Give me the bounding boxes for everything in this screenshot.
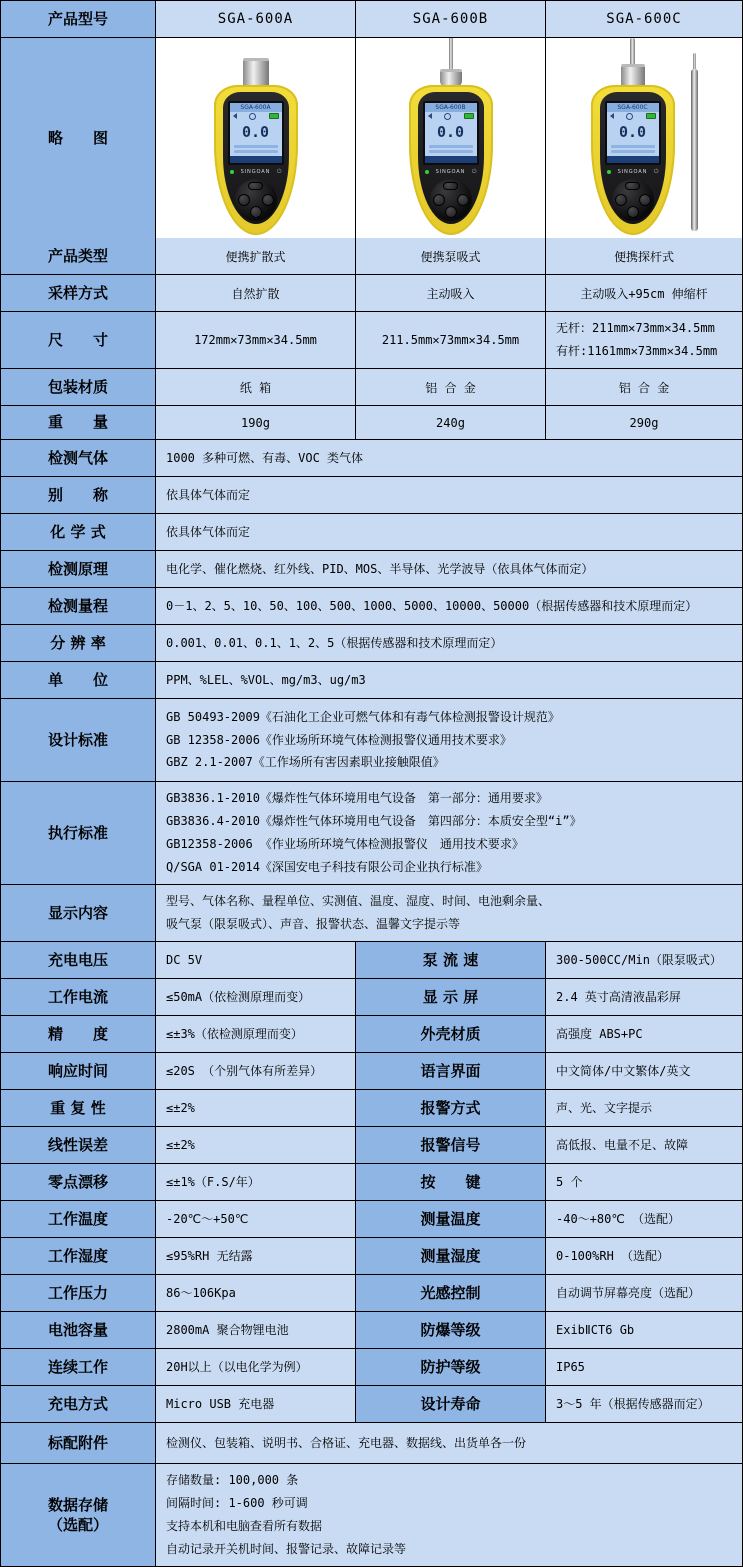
- label-line: 标配附件: [47, 1433, 108, 1452]
- lcd-reading: 0.0: [436, 123, 465, 141]
- spec-value: [155, 782, 742, 884]
- spec-value: 1000 多种可燃、有毒、VOC 类气体: [155, 440, 742, 476]
- gas-detector: [591, 38, 675, 235]
- table-row: [1, 439, 742, 476]
- spec-value: 2800mA 聚合物锂电池: [155, 1312, 355, 1348]
- spec-label: 工作湿度: [1, 1238, 155, 1274]
- table-row: [1, 513, 742, 550]
- spec-label: 防爆等级: [355, 1312, 545, 1348]
- table-row: [1, 1015, 742, 1052]
- enter-button: [445, 206, 457, 218]
- lcd-reading: 0.0: [241, 123, 270, 141]
- fan-icon: [249, 113, 256, 120]
- spec-label: 零点漂移: [1, 1164, 155, 1200]
- right-button: [262, 194, 274, 206]
- lcd-info-line: [611, 150, 655, 153]
- fan-icon: [444, 113, 451, 120]
- table-row: [1, 476, 742, 513]
- lcd-screen: [605, 101, 661, 165]
- power-icon: ⏻: [653, 167, 659, 175]
- probe-rod: [449, 38, 453, 69]
- lcd-time-bar: [425, 156, 477, 163]
- spec-label: 测量湿度: [355, 1238, 545, 1274]
- spec-value: 自动调节屏幕亮度（选配）: [545, 1275, 742, 1311]
- spec-value: 检测仪、包装箱、说明书、合格证、充电器、数据线、出货单各一份: [155, 1423, 742, 1463]
- control-pad: [235, 179, 277, 221]
- table-row: [1, 1348, 742, 1385]
- spec-value: -40～+80℃ （选配）: [545, 1201, 742, 1237]
- table-row: [1, 1163, 742, 1200]
- spec-label: 分 辨 率: [1, 625, 155, 661]
- control-pad: [612, 179, 654, 221]
- lcd-info-line: [429, 145, 473, 148]
- spec-value: 0.001、0.01、0.1、1、2、5（根据传感器和技术原理而定）: [155, 625, 742, 661]
- spec-value: ≤±1%（F.S/年）: [155, 1164, 355, 1200]
- spec-value: ≤±2%: [155, 1090, 355, 1126]
- spec-label: 显示内容: [1, 885, 155, 941]
- menu-button: [443, 182, 458, 190]
- device-body: [214, 85, 298, 235]
- device-illustration: [214, 41, 298, 235]
- spec-value: [155, 1464, 742, 1566]
- spec-value: 便携泵吸式: [355, 238, 545, 274]
- spec-label: [1, 1464, 155, 1566]
- spec-label: 报警信号: [355, 1127, 545, 1163]
- lcd-info-line: [611, 145, 655, 148]
- spec-value: 电化学、催化燃烧、红外线、PID、MOS、半导体、光学波导（依具体气体而定）: [155, 551, 742, 587]
- spec-label: 检测原理: [1, 551, 155, 587]
- lcd-screen: [228, 101, 284, 165]
- table-row: [1, 311, 742, 368]
- text-line: Q/SGA 01-2014《深国安电子科技有限公司企业执行标准》: [166, 859, 488, 874]
- sketch-label: 略 图: [1, 38, 155, 238]
- lcd-status-icons: [607, 112, 659, 120]
- table-row: [1, 1237, 742, 1274]
- spec-label: 光感控制: [355, 1275, 545, 1311]
- spec-label: 检测气体: [1, 440, 155, 476]
- table-row: [1, 1311, 742, 1348]
- spec-value: ≤20S （个别气体有所差异）: [155, 1053, 355, 1089]
- spec-value: 0-100%RH （选配）: [545, 1238, 742, 1274]
- header-label: 产品型号: [1, 1, 155, 37]
- table-row: [1, 661, 742, 698]
- lcd-info-line: [234, 150, 278, 153]
- control-pad: [430, 179, 472, 221]
- spec-label: 设计寿命: [355, 1386, 545, 1422]
- device-illustration: [409, 41, 493, 235]
- sketch-row: [1, 37, 742, 238]
- battery-icon: [646, 113, 656, 119]
- sensor-cap: [243, 58, 269, 87]
- power-icon: ⏻: [471, 167, 477, 175]
- lcd-info-line: [234, 145, 278, 148]
- table-row: [1, 941, 742, 978]
- spec-value: 高低报、电量不足、故障: [545, 1127, 742, 1163]
- enter-button: [627, 206, 639, 218]
- spec-label: 测量温度: [355, 1201, 545, 1237]
- spec-label: 外壳材质: [355, 1016, 545, 1052]
- spec-label: 采样方式: [1, 275, 155, 311]
- gas-detector: [214, 58, 298, 235]
- spec-label: 充电电压: [1, 942, 155, 978]
- lcd-model-text: SGA-600A: [230, 103, 282, 112]
- left-button: [433, 194, 445, 206]
- spec-label: 按 键: [355, 1164, 545, 1200]
- lcd-time-bar: [607, 156, 659, 163]
- led-indicator: [607, 170, 611, 174]
- spec-label: 重 复 性: [1, 1090, 155, 1126]
- spec-value: 86～106Kpa: [155, 1275, 355, 1311]
- table-row: [1, 550, 742, 587]
- spec-value: ≤±2%: [155, 1127, 355, 1163]
- text-line: 存储数量: 100,000 条: [166, 1473, 299, 1488]
- status-row: [230, 168, 282, 175]
- spec-label: 工作电流: [1, 979, 155, 1015]
- model-name-b: SGA-600B: [355, 1, 545, 37]
- spec-value: -20℃～+50℃: [155, 1201, 355, 1237]
- table-row: [1, 274, 742, 311]
- spec-value: ≤50mA（依检测原理而变）: [155, 979, 355, 1015]
- spec-label: 检测量程: [1, 588, 155, 624]
- left-button: [615, 194, 627, 206]
- spec-value: 190g: [155, 406, 355, 439]
- spec-label: 工作压力: [1, 1275, 155, 1311]
- text-line: GB3836.1-2010《爆炸性气体环境用电气设备 第一部分：通用要求》: [166, 791, 548, 806]
- text-line: GB 50493-2009《石油化工企业可燃气体和有毒气体检测报警设计规范》: [166, 709, 560, 724]
- spec-label: [1, 1423, 155, 1463]
- right-button: [639, 194, 651, 206]
- table-row: [1, 1463, 742, 1566]
- spec-value: 便携扩散式: [155, 238, 355, 274]
- spec-value: 主动吸入+95cm 伸缩杆: [545, 275, 742, 311]
- menu-button: [248, 182, 263, 190]
- spec-value: ≤±3%（依检测原理而变）: [155, 1016, 355, 1052]
- spec-label: 电池容量: [1, 1312, 155, 1348]
- text-line: 间隔时间: 1-600 秒可调: [166, 1496, 308, 1511]
- front-panel: [223, 92, 289, 224]
- lcd-model-text: SGA-600C: [607, 103, 659, 112]
- gas-detector: [409, 38, 493, 235]
- text-line: 无杆：211mm✕73mm✕34.5mm: [556, 321, 715, 336]
- fan-icon: [626, 113, 633, 120]
- model-name-a: SGA-600A: [155, 1, 355, 37]
- spec-value: 主动吸入: [355, 275, 545, 311]
- speaker-icon: [610, 113, 614, 119]
- spec-value: 211.5mm✕73mm✕34.5mm: [355, 312, 545, 368]
- text-line: GB 12358-2006《作业场所环境气体检测报警仪通用技术要求》: [166, 732, 512, 747]
- lcd-status-icons: [425, 112, 477, 120]
- label-line: （选配）: [47, 1516, 108, 1534]
- header-row: [1, 1, 742, 37]
- spec-value: ExibⅡCT6 Gb: [545, 1312, 742, 1348]
- table-row: [1, 238, 742, 274]
- menu-button: [625, 182, 640, 190]
- table-row: [1, 884, 742, 941]
- spec-label: 包装材质: [1, 369, 155, 405]
- spec-value: 290g: [545, 406, 742, 439]
- spec-label: 泵 流 速: [355, 942, 545, 978]
- spec-value: 高强度 ABS+PC: [545, 1016, 742, 1052]
- spec-value: [155, 699, 742, 781]
- spec-value: 自然扩散: [155, 275, 355, 311]
- speaker-icon: [233, 113, 237, 119]
- lcd-time-bar: [230, 156, 282, 163]
- spec-label: 设计标准: [1, 699, 155, 781]
- table-row: [1, 1422, 742, 1463]
- spec-value: 240g: [355, 406, 545, 439]
- device-body: [409, 85, 493, 235]
- lcd-screen: [423, 101, 479, 165]
- spec-value: 纸 箱: [155, 369, 355, 405]
- spec-label: 工作温度: [1, 1201, 155, 1237]
- spec-label: 重 量: [1, 406, 155, 439]
- spec-label: 报警方式: [355, 1090, 545, 1126]
- spec-value: DC 5V: [155, 942, 355, 978]
- spec-value: 铝 合 金: [355, 369, 545, 405]
- power-icon: ⏻: [276, 167, 282, 175]
- table-row: [1, 368, 742, 405]
- brand-text: SINGOAN: [435, 168, 465, 175]
- table-row: [1, 1274, 742, 1311]
- lcd-model-text: SGA-600B: [425, 103, 477, 112]
- spec-label: 单 位: [1, 662, 155, 698]
- spec-label: 响应时间: [1, 1053, 155, 1089]
- table-row: [1, 587, 742, 624]
- spec-label: 别 称: [1, 477, 155, 513]
- brand-text: SINGOAN: [617, 168, 647, 175]
- label-line: 数据存储: [47, 1495, 108, 1514]
- speaker-icon: [428, 113, 432, 119]
- table-row: [1, 1126, 742, 1163]
- spec-value: ≤95%RH 无结露: [155, 1238, 355, 1274]
- spec-value: 依具体气体而定: [155, 477, 742, 513]
- spec-label: 语言界面: [355, 1053, 545, 1089]
- enter-button: [250, 206, 262, 218]
- spec-label: 精 度: [1, 1016, 155, 1052]
- text-line: 吸气泵（限泵吸式）、声音、报警状态、温馨文字提示等: [166, 917, 461, 931]
- table-row: [1, 405, 742, 439]
- spec-label: 尺 寸: [1, 312, 155, 368]
- text-line: 支持本机和电脑查看所有数据: [166, 1519, 323, 1533]
- spec-value: 20H以上（以电化学为例）: [155, 1349, 355, 1385]
- device-illustration: [591, 41, 698, 235]
- left-button: [238, 194, 250, 206]
- spec-label: 化 学 式: [1, 514, 155, 550]
- text-line: GBZ 2.1-2007《工作场所有害因素职业接触限值》: [166, 755, 445, 770]
- table-row: [1, 1089, 742, 1126]
- device-photo-sga600c: [545, 38, 742, 238]
- brand-text: SINGOAN: [240, 168, 270, 175]
- spec-value: 172mm✕73mm✕34.5mm: [155, 312, 355, 368]
- spec-value: IP65: [545, 1349, 742, 1385]
- spec-value: [155, 885, 742, 941]
- front-panel: [418, 92, 484, 224]
- spec-value: [545, 312, 742, 368]
- model-name-c: SGA-600C: [545, 1, 742, 37]
- table-row: [1, 1200, 742, 1237]
- table-row: [1, 781, 742, 884]
- probe-rod: [630, 38, 635, 64]
- right-button: [457, 194, 469, 206]
- spec-value: PPM、%LEL、%VOL、mg/m3、ug/m3: [155, 662, 742, 698]
- spec-value: 铝 合 金: [545, 369, 742, 405]
- status-row: [425, 168, 477, 175]
- spec-value: 便携探杆式: [545, 238, 742, 274]
- device-photo-sga600a: [155, 38, 355, 238]
- text-line: GB12358-2006 《作业场所环境气体检测报警仪 通用技术要求》: [166, 837, 524, 851]
- text-line: 有杆:1161mm✕73mm✕34.5mm: [556, 344, 718, 358]
- table-row: [1, 698, 742, 781]
- spec-label: 线性误差: [1, 1127, 155, 1163]
- spec-label: 连续工作: [1, 1349, 155, 1385]
- spec-label: 执行标准: [1, 782, 155, 884]
- battery-icon: [464, 113, 474, 119]
- spec-label: 充电方式: [1, 1386, 155, 1422]
- device-photo-sga600b: [355, 38, 545, 238]
- led-indicator: [230, 170, 234, 174]
- table-row: [1, 624, 742, 661]
- lcd-status-icons: [230, 112, 282, 120]
- front-panel: [600, 92, 666, 224]
- text-line: GB3836.4-2010《爆炸性气体环境用电气设备 第四部分：本质安全型“i”》: [166, 814, 582, 829]
- spec-value: 声、光、文字提示: [545, 1090, 742, 1126]
- spec-label: 产品类型: [1, 238, 155, 274]
- text-line: 自动记录开关机时间、报警记录、故障记录等: [166, 1541, 407, 1556]
- table-row: [1, 1385, 742, 1422]
- spec-value: 3～5 年（根据传感器而定）: [545, 1386, 742, 1422]
- spec-value: Micro USB 充电器: [155, 1386, 355, 1422]
- spec-label: 显 示 屏: [355, 979, 545, 1015]
- lcd-info-line: [429, 150, 473, 153]
- lcd-reading: 0.0: [618, 123, 647, 141]
- text-line: 型号、气体名称、量程单位、实测值、温度、湿度、时间、电池剩余量、: [166, 894, 551, 909]
- telescopic-pole: [691, 69, 698, 231]
- spec-value: 依具体气体而定: [155, 514, 742, 550]
- spec-value: 2.4 英寸高清液晶彩屏: [545, 979, 742, 1015]
- spec-value: 300-500CC/Min（限泵吸式）: [545, 942, 742, 978]
- table-row: [1, 1052, 742, 1089]
- sensor-cap: [621, 64, 645, 87]
- battery-icon: [269, 113, 279, 119]
- spec-value: 0－1、2、5、10、50、100、500、1000、5000、10000、50000（根据传感器和技术原理而定）: [155, 588, 742, 624]
- spec-value: 5 个: [545, 1164, 742, 1200]
- status-row: [607, 168, 659, 175]
- table-row: [1, 978, 742, 1015]
- spec-value: 中文简体/中文繁体/英文: [545, 1053, 742, 1089]
- device-body: [591, 85, 675, 235]
- led-indicator: [425, 170, 429, 174]
- spec-label: 防护等级: [355, 1349, 545, 1385]
